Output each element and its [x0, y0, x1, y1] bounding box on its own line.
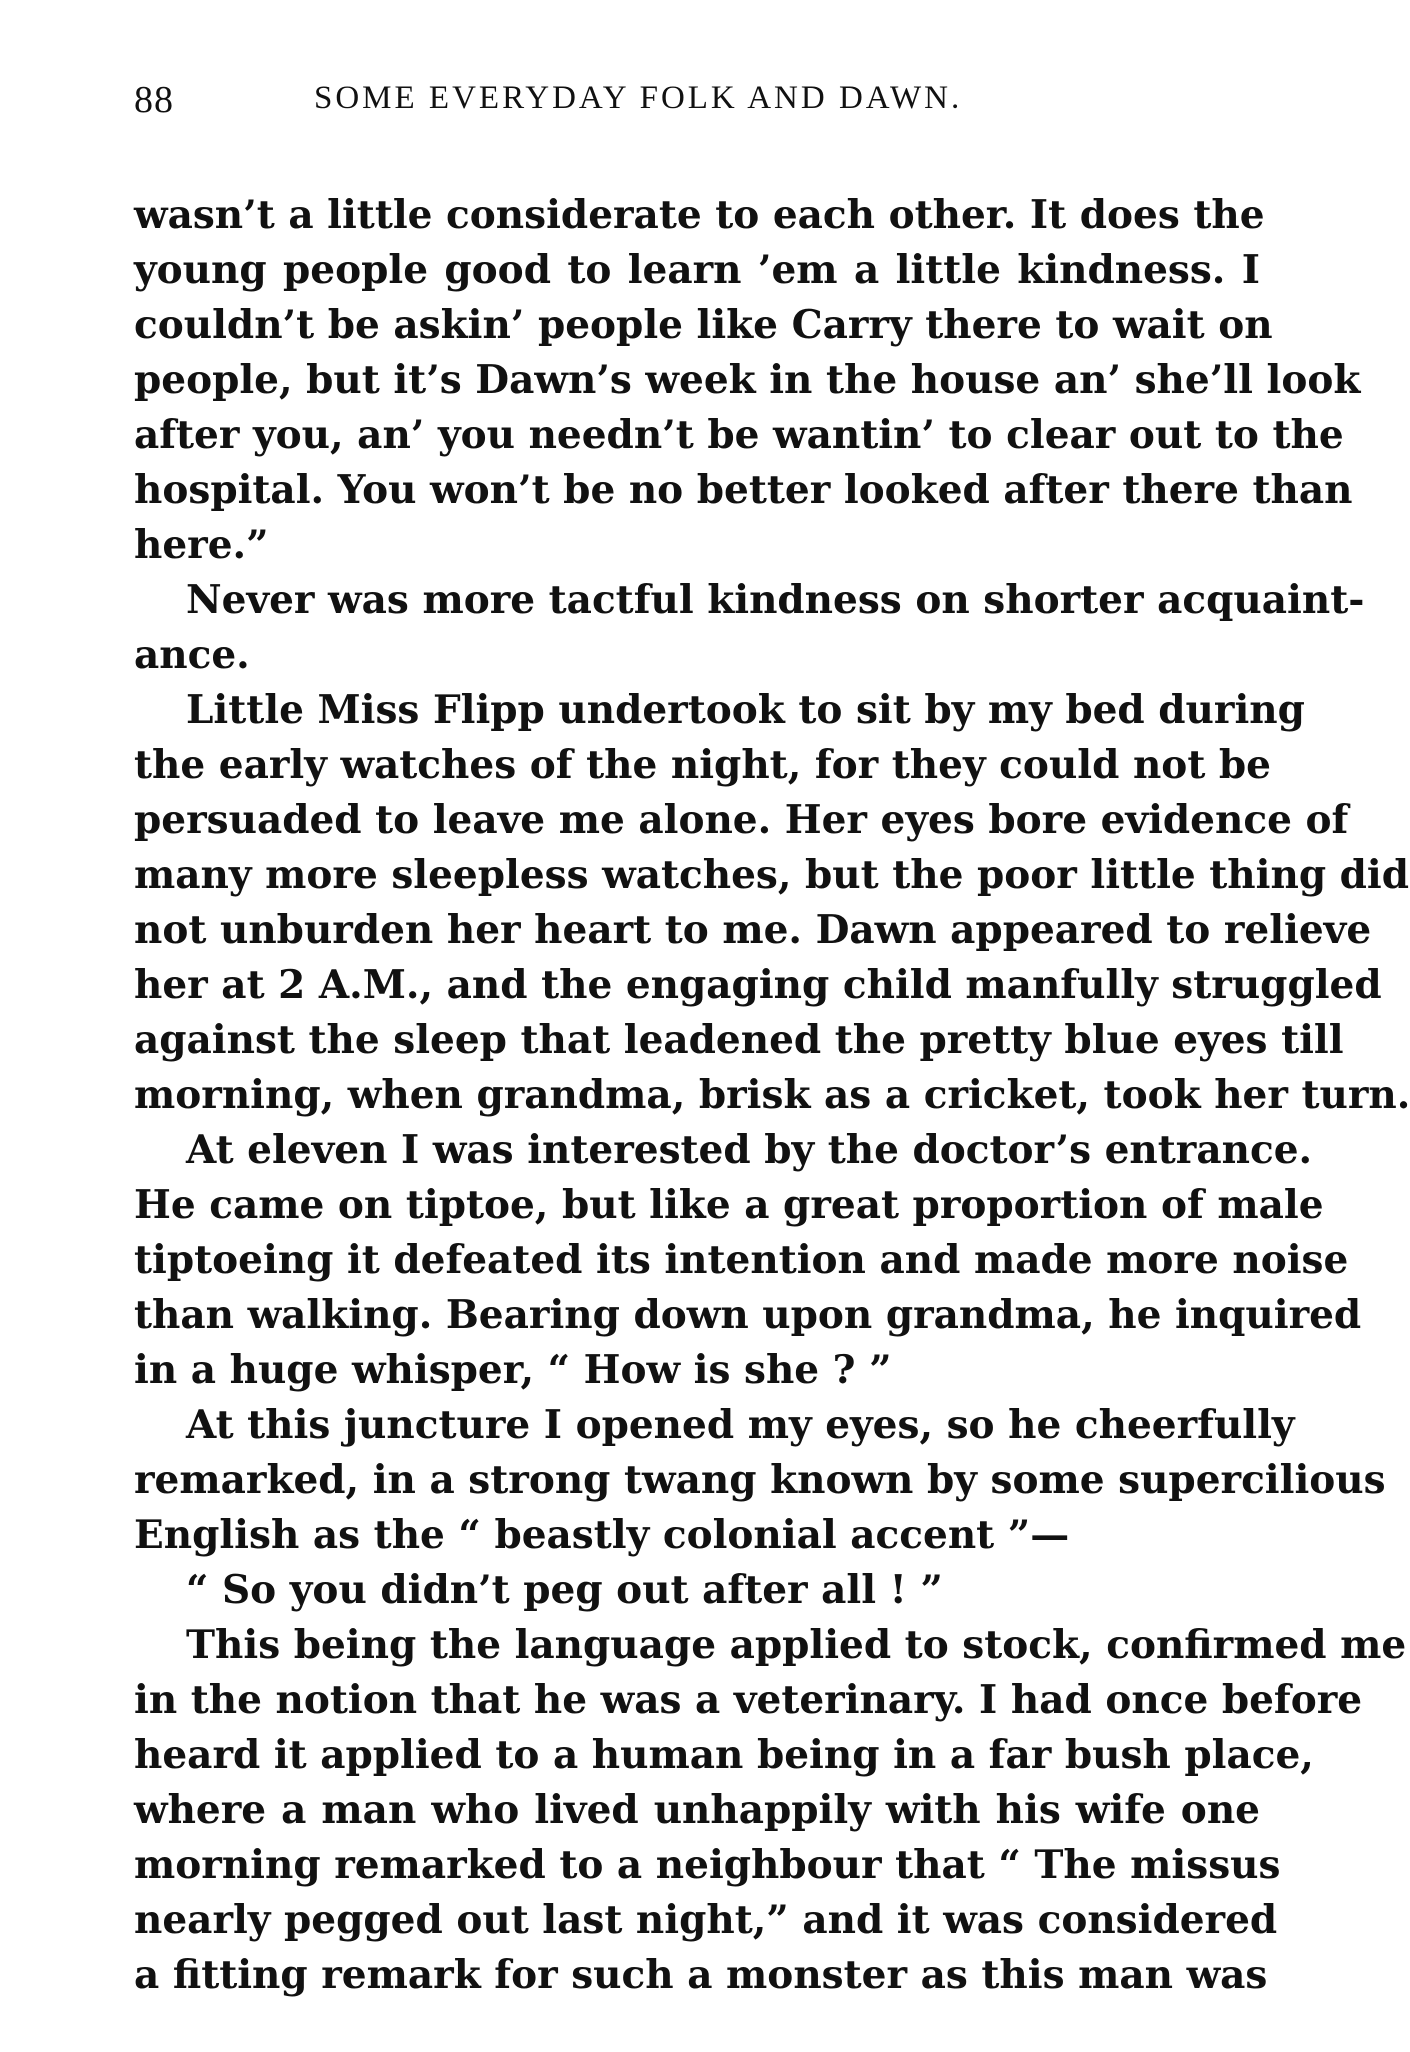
- text-line: He came on tiptoe, but like a great proportion of male: [134, 1182, 1324, 1228]
- text-line: a fitting remark for such a monster as this man was: [134, 1952, 1268, 1998]
- running-title: SOME EVERYDAY FOLK AND DAWN.: [314, 80, 963, 116]
- text-line: the early watches of the night, for they could not be: [134, 742, 1271, 788]
- text-line: morning remarked to a neighbour that “ The missus: [134, 1842, 1281, 1888]
- text-line: hospital. You won’t be no better looked after there than: [134, 467, 1353, 513]
- text-line: nearly pegged out last night,” and it was considered: [134, 1897, 1278, 1943]
- text-line: people, but it’s Dawn’s week in the house an’ she’ll look: [134, 357, 1361, 403]
- text-line: morning, when grandma, brisk as a cricket, took her turn.: [134, 1072, 1410, 1118]
- text-line: many more sleepless watches, but the poor little thing did: [134, 852, 1410, 898]
- text-line: remarked, in a strong twang known by some supercilious: [134, 1457, 1386, 1503]
- text-line: English as the “ beastly colonial accent ”—: [134, 1512, 1070, 1558]
- text-line: in the notion that he was a veterinary. I had once before: [134, 1677, 1363, 1723]
- text-line: here.”: [134, 522, 269, 568]
- text-line: against the sleep that leadened the pretty blue eyes till: [134, 1017, 1344, 1063]
- text-line: At this juncture I opened my eyes, so he cheerfully: [186, 1402, 1295, 1448]
- text-line: couldn’t be askin’ people like Carry there to wait on: [134, 302, 1273, 348]
- body-text: [134, 188, 1410, 2003]
- text-line: tiptoeing it defeated its intention and made more noise: [134, 1237, 1349, 1283]
- page-number: 88: [134, 79, 174, 121]
- text-line: not unburden her heart to me. Dawn appeared to relieve: [134, 907, 1372, 953]
- text-line: young people good to learn ’em a little kindness. I: [134, 247, 1260, 293]
- text-line: her at 2 A.M., and the engaging child manfully struggled: [134, 962, 1382, 1008]
- text-line: after you, an’ you needn’t be wantin’ to clear out to the: [134, 412, 1344, 458]
- text-line: in a huge whisper, “ How is she ? ”: [134, 1347, 892, 1393]
- text-line: “ So you didn’t peg out after all ! ”: [186, 1567, 943, 1613]
- page-header: [134, 70, 1260, 130]
- book-page: [134, 70, 1410, 2003]
- text-line: persuaded to leave me alone. Her eyes bore evidence of: [134, 797, 1349, 843]
- text-line: ance.: [134, 632, 250, 678]
- text-line: heard it applied to a human being in a far bush place,: [134, 1732, 1314, 1778]
- text-line: than walking. Bearing down upon grandma, he inquired: [134, 1292, 1362, 1338]
- text-line: where a man who lived unhappily with his wife one: [134, 1787, 1260, 1833]
- text-line: This being the language applied to stock, confirmed me: [186, 1622, 1407, 1668]
- text-line: Little Miss Flipp undertook to sit by my bed during: [186, 687, 1305, 733]
- text-line: wasn’t a little considerate to each other. It does the: [134, 192, 1265, 238]
- text-line: Never was more tactful kindness on shorter acquaint-: [186, 577, 1365, 623]
- text-line: At eleven I was interested by the doctor’s entrance.: [186, 1127, 1313, 1173]
